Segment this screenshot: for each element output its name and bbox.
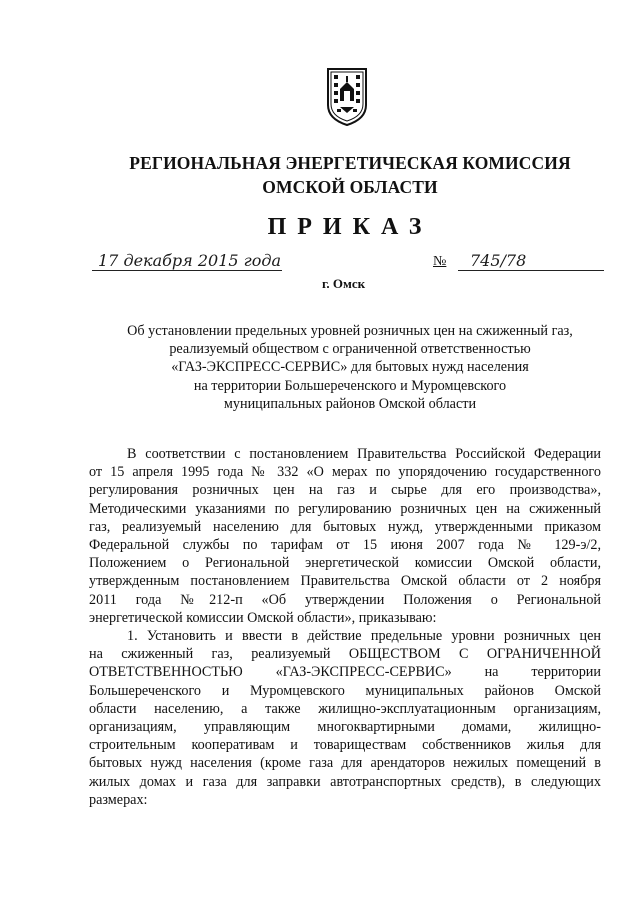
organization-name-line1: РЕГИОНАЛЬНАЯ ЭНЕРГЕТИЧЕСКАЯ КОМИССИЯ (129, 153, 571, 173)
subject-line: муниципальных районов Омской области (223, 395, 477, 412)
paragraph1-line: на сжиженный газ, реализуемый ОБЩЕСТВОМ С ОГРАНИЧЕННОЙ (89, 646, 601, 663)
subject-line: Об установлении предельных уровней розничных цен на сжиженный газ, (127, 323, 573, 339)
preamble-line: Методическими указаниями по регулированию розничных цен на сжиженный (89, 500, 601, 517)
paragraph1-line: 1. Установить и ввести в действие предельные уровни розничных цен (127, 628, 601, 645)
preamble-line: от 15 апреля 1995 года № 332 «О мерах по упорядочению государственного (89, 464, 601, 481)
number-label: № (433, 254, 447, 269)
paragraph1-line: Большереченского и Муромцевского муниципальных районов Омской (89, 682, 601, 699)
paragraph1-line: организациям, управляющим многоквартирными домами, жилищно- (89, 719, 601, 736)
paragraph1-line: области населению, а также жилищно-эксплуатационным организациям, (89, 700, 601, 717)
subject-line: «ГАЗ-ЭКСПРЕСС-СЕРВИС» для бытовых нужд населения (171, 359, 529, 376)
order-date: 17 декабря 2015 года (98, 251, 282, 270)
preamble-line: утвержденным постановлением Правительства Омской области от 2 ноября (89, 573, 601, 590)
organization-name-line2: ОМСКОЙ ОБЛАСТИ (262, 177, 438, 197)
order-body (89, 445, 601, 809)
paragraph1-line: размерах: (89, 791, 148, 808)
preamble-line: энергетической комиссии Омской области», приказываю: (89, 609, 437, 626)
coat-of-arms-emblem (326, 67, 368, 127)
city: г. Омск (322, 276, 366, 291)
preamble-line: регулирования розничных цен на газ и сырье для его производства», (89, 482, 601, 499)
subject-line: на территории Большереченского и Муромцевского (193, 377, 507, 394)
paragraph1-line: строительным кооперативам и товариществам собственников жилья для (89, 737, 601, 754)
paragraph1-line: ОТВЕТСТВЕННОСТЬЮ «ГАЗ-ЭКСПРЕСС-СЕРВИС» на территории (89, 664, 601, 681)
order-subject (120, 322, 580, 413)
number-underline (458, 270, 604, 271)
date-underline (92, 270, 282, 271)
document-title: ПРИКАЗ (267, 214, 433, 240)
order-number: 745/78 (470, 251, 527, 270)
preamble-line: Федеральной службы по тарифам от 15 июня 2007 года № 129-э/2, (89, 537, 601, 554)
preamble-line: 2011 года №212-п «Об утверждении Положения о Региональной (89, 591, 601, 608)
preamble-line: В соответствии с постановлением Правительства Российской Федерации (127, 446, 601, 462)
paragraph1-line: бытовых нужд населения (кроме газа для арендаторов нежилых помещений в (89, 755, 601, 772)
preamble-line: Положением о Региональной энергетической комиссии Омской области, (89, 555, 601, 572)
paragraph1-line: жилых домах и газа для заправки автотранспортных средств), в следующих (89, 773, 601, 790)
preamble-line: газ, реализуемый населению для бытовых нужд, утвержденными приказом (89, 518, 601, 535)
subject-line: реализуемый обществом с ограниченной ответственностью (169, 341, 531, 358)
